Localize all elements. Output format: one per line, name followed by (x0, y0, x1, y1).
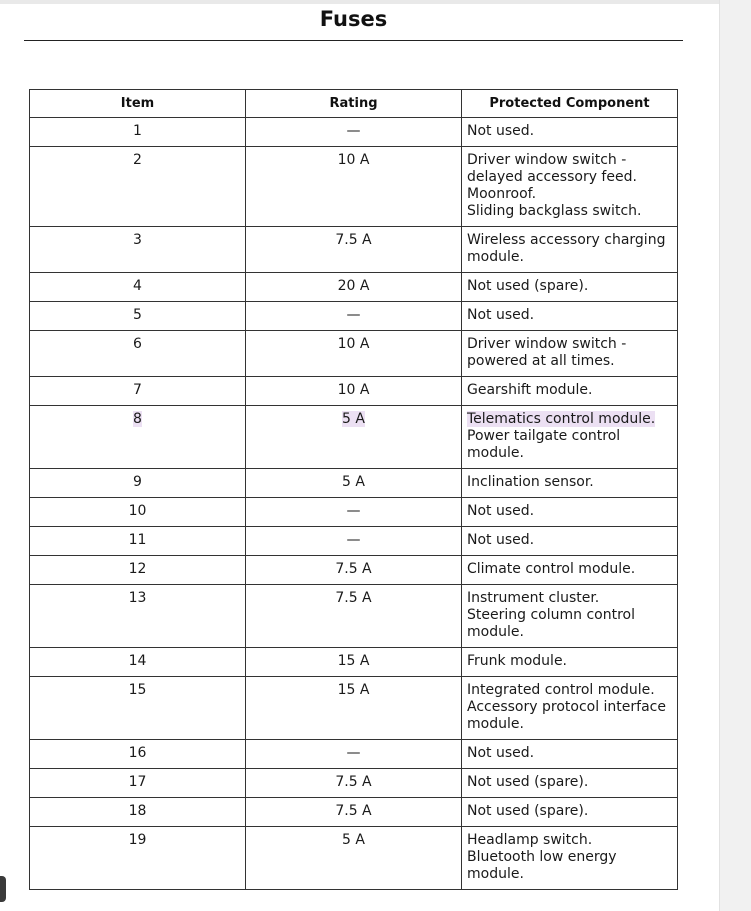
table-row (30, 648, 678, 677)
fuse-item-cell (30, 331, 246, 377)
protected-component-cell (462, 406, 678, 469)
protected-component-cell (462, 273, 678, 302)
fuse-rating-cell (246, 585, 462, 648)
table-row (30, 556, 678, 585)
column-header-component: Protected Component (462, 90, 678, 118)
protected-component-line: Instrument cluster. (467, 590, 600, 606)
fuse-item-cell (30, 227, 246, 273)
fuse-item-number: 10 (128, 503, 147, 519)
protected-component-line: Gearshift module. (467, 382, 593, 398)
fuse-rating-value: 7.5 A (335, 803, 372, 819)
scroll-handle[interactable] (0, 876, 6, 902)
title-divider (24, 40, 683, 41)
table-row (30, 585, 678, 648)
fuse-item-cell (30, 648, 246, 677)
protected-component-line: Power tailgate control (467, 428, 621, 444)
fuse-item-cell (30, 469, 246, 498)
fuse-rating-cell (246, 769, 462, 798)
protected-component-cell (462, 118, 678, 147)
table-row (30, 740, 678, 769)
fuse-rating-cell (246, 827, 462, 890)
table-row (30, 118, 678, 147)
protected-component-line: Not used (spare). (467, 774, 589, 790)
fuse-rating-cell (246, 677, 462, 740)
protected-component-cell (462, 469, 678, 498)
protected-component-cell (462, 302, 678, 331)
fuse-rating-cell (246, 227, 462, 273)
fuse-rating-value: 5 A (342, 474, 365, 490)
table-row (30, 147, 678, 227)
fuse-rating-cell (246, 740, 462, 769)
table-row (30, 827, 678, 890)
fuse-item-number: 15 (128, 682, 147, 698)
fuse-item-number: 1 (133, 123, 142, 139)
fuse-item-cell (30, 585, 246, 648)
fuse-item-cell (30, 377, 246, 406)
protected-component-line: Driver window switch - (467, 152, 627, 168)
fuse-item-number: 8 (133, 411, 142, 427)
fuse-rating-value: — (346, 503, 361, 519)
protected-component-line: Not used. (467, 307, 535, 323)
fuse-item-cell (30, 677, 246, 740)
protected-component-line: powered at all times. (467, 353, 615, 369)
protected-component-cell (462, 740, 678, 769)
table-row (30, 469, 678, 498)
protected-component-line: Not used. (467, 123, 535, 139)
table-row (30, 769, 678, 798)
table-row (30, 377, 678, 406)
fuse-item-number: 4 (133, 278, 142, 294)
fuse-rating-value: 10 A (337, 336, 370, 352)
fuse-rating-cell (246, 118, 462, 147)
protected-component-line: Driver window switch - (467, 336, 627, 352)
fuse-rating-value: 5 A (342, 832, 365, 848)
fuse-rating-value: 10 A (337, 152, 370, 168)
protected-component-line: Not used (spare). (467, 803, 589, 819)
protected-component-line: delayed accessory feed. (467, 169, 637, 185)
table-row (30, 227, 678, 273)
fuse-rating-value: — (346, 532, 361, 548)
fuse-rating-cell (246, 527, 462, 556)
protected-component-cell (462, 527, 678, 556)
fuse-item-number: 11 (128, 532, 147, 548)
table-row (30, 498, 678, 527)
table-row (30, 406, 678, 469)
table-row (30, 273, 678, 302)
fuse-item-number: 6 (133, 336, 142, 352)
protected-component-line: module. (467, 249, 524, 265)
table-header-row (30, 90, 678, 118)
protected-component-line: Integrated control module. (467, 682, 655, 698)
fuse-rating-value: — (346, 123, 361, 139)
fuse-item-number: 9 (133, 474, 142, 490)
fuse-item-cell (30, 147, 246, 227)
fuse-rating-value: 10 A (337, 382, 370, 398)
fuse-item-number: 13 (128, 590, 147, 606)
protected-component-line: Climate control module. (467, 561, 636, 577)
protected-component-line: module. (467, 716, 524, 732)
protected-component-line: Not used. (467, 503, 535, 519)
protected-component-line: Not used. (467, 532, 535, 548)
fuse-item-cell (30, 556, 246, 585)
protected-component-line: Not used. (467, 745, 535, 761)
fuse-table (29, 89, 678, 890)
protected-component-cell (462, 769, 678, 798)
fuse-item-cell (30, 302, 246, 331)
fuse-item-cell (30, 406, 246, 469)
protected-component-cell (462, 556, 678, 585)
protected-component-line: Not used (spare). (467, 278, 589, 294)
table-row (30, 331, 678, 377)
fuse-rating-value: — (346, 307, 361, 323)
fuse-item-number: 12 (128, 561, 147, 577)
protected-component-cell (462, 377, 678, 406)
table-row (30, 302, 678, 331)
fuse-rating-cell (246, 798, 462, 827)
fuse-item-number: 14 (128, 653, 147, 669)
fuse-rating-cell (246, 556, 462, 585)
fuse-rating-value: — (346, 745, 361, 761)
fuse-item-cell (30, 273, 246, 302)
protected-component-cell (462, 227, 678, 273)
table-row (30, 527, 678, 556)
protected-component-line: Accessory protocol interface (467, 699, 666, 715)
protected-component-line: Steering column control (467, 607, 635, 623)
fuse-item-number: 19 (128, 832, 147, 848)
protected-component-cell (462, 147, 678, 227)
fuse-rating-cell (246, 331, 462, 377)
right-side-panel (719, 0, 751, 911)
fuse-rating-value: 7.5 A (335, 774, 372, 790)
fuse-item-cell (30, 827, 246, 890)
fuse-item-number: 2 (133, 152, 142, 168)
protected-component-cell (462, 798, 678, 827)
column-header-rating: Rating (246, 90, 462, 118)
fuse-item-number: 17 (128, 774, 147, 790)
fuse-item-number: 5 (133, 307, 142, 323)
fuse-rating-value: 5 A (342, 411, 365, 427)
protected-component-line: module. (467, 866, 524, 882)
protected-component-line: Headlamp switch. (467, 832, 593, 848)
fuse-item-number: 16 (128, 745, 147, 761)
fuse-item-cell (30, 740, 246, 769)
fuse-rating-cell (246, 469, 462, 498)
protected-component-line: module. (467, 624, 524, 640)
fuse-item-cell (30, 527, 246, 556)
column-header-item: Item (30, 90, 246, 118)
protected-component-line: Wireless accessory charging (467, 232, 666, 248)
protected-component-line: Moonroof. (467, 186, 537, 202)
protected-component-line: Frunk module. (467, 653, 568, 669)
protected-component-line: Telematics control module. (467, 411, 656, 427)
table-row (30, 798, 678, 827)
fuse-rating-cell (246, 377, 462, 406)
fuse-rating-value: 7.5 A (335, 561, 372, 577)
protected-component-cell (462, 498, 678, 527)
protected-component-cell (462, 677, 678, 740)
fuse-rating-cell (246, 147, 462, 227)
protected-component-line: module. (467, 445, 524, 461)
fuse-rating-value: 7.5 A (335, 590, 372, 606)
fuse-item-cell (30, 498, 246, 527)
fuse-item-cell (30, 769, 246, 798)
fuse-rating-cell (246, 406, 462, 469)
protected-component-line: Bluetooth low energy (467, 849, 617, 865)
protected-component-cell (462, 648, 678, 677)
fuse-rating-cell (246, 302, 462, 331)
protected-component-cell (462, 827, 678, 890)
protected-component-cell (462, 331, 678, 377)
fuse-item-number: 3 (133, 232, 142, 248)
fuse-item-cell (30, 798, 246, 827)
table-row (30, 677, 678, 740)
fuse-rating-cell (246, 498, 462, 527)
top-strip (0, 0, 720, 4)
protected-component-line: Inclination sensor. (467, 474, 594, 490)
fuse-item-number: 18 (128, 803, 147, 819)
fuse-rating-value: 7.5 A (335, 232, 372, 248)
fuse-item-cell (30, 118, 246, 147)
fuse-item-number: 7 (133, 382, 142, 398)
fuse-rating-value: 15 A (337, 653, 370, 669)
protected-component-cell (462, 585, 678, 648)
protected-component-line: Sliding backglass switch. (467, 203, 642, 219)
fuse-rating-value: 20 A (337, 278, 370, 294)
page-title: Fuses (319, 7, 388, 31)
fuse-rating-cell (246, 648, 462, 677)
fuse-rating-value: 15 A (337, 682, 370, 698)
fuse-rating-cell (246, 273, 462, 302)
